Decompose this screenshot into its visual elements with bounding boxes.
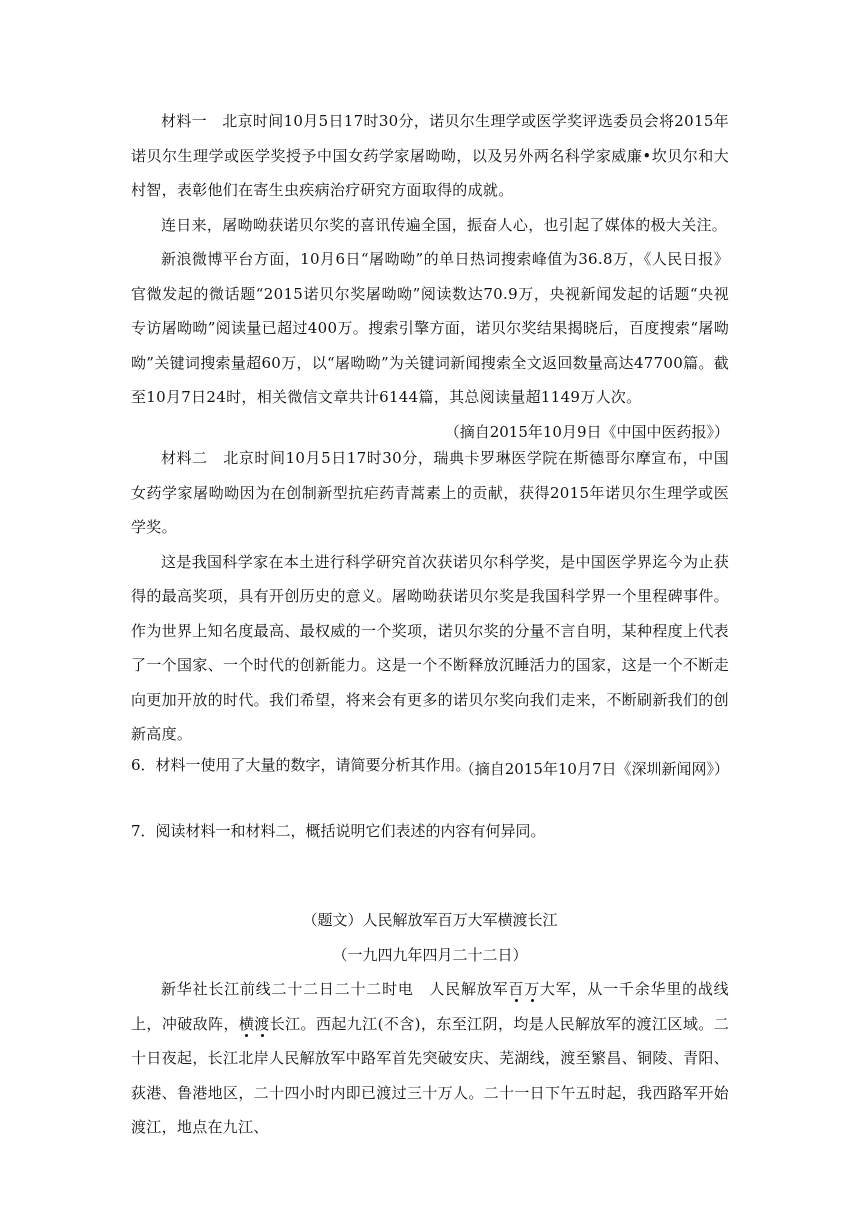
- material-one-paragraph-2: 连日来，屠呦呦获诺贝尔奖的喜讯传遍全国，振奋人心，也引起了媒体的极大关注。: [161, 215, 728, 234]
- material-two-paragraph-2: 这是我国科学家在本土进行科学研究首次获诺贝尔科学奖，是中国医学界迄今为止获得的最高奖项，具有开创历史的意义。屠呦呦获诺贝尔奖是我国科学界一个里程碑事件。作为世界上知名度最高、最权威的一个奖项，诺贝尔奖的分量不言自明，某种程度上代表了一个国家、一个时代的创新能力。这是一个不断释放沉睡活力的国家，这是一个不断走向更加开放的时代。我们希望，将来会有更多的诺贝尔奖向我们走来，不断刷新我们的创新高度。: [131, 552, 729, 743]
- emphasis-char-4: 渡: [254, 1014, 270, 1033]
- article-body-part-b: 大军，从一千余华里的战线上，冲破敌阵，: [131, 980, 729, 1033]
- article-date: （一九四九年四月二十二日）: [332, 945, 528, 964]
- question-6: [131, 748, 729, 783]
- material-one-paragraph-3: 新浪微博平台方面，10月6日“屠呦呦”的单日热词搜索峰值为36.8万，《人民日报》官微发起的微话题“2015诺贝尔奖屠呦呦”阅读数达70.9万，央视新闻发起的话题“央视专访屠呦呦”阅读量已超过400万。搜索引擎方面，诺贝尔奖结果揭晓后，百度搜索“屠呦呦”关键词搜索量超60万，以“屠呦呦”为关键词新闻搜索全文返回数量高达47700篇。截至10月7日24时，相关微信文章共计6144篇，其总阅读量超1149万人次。: [131, 250, 729, 406]
- material-two-source: （摘自2015年10月7日《深圳新闻网》）: [459, 759, 729, 778]
- emphasis-char-2: 万: [524, 980, 540, 998]
- article: [131, 903, 729, 1145]
- question-7: [131, 814, 729, 849]
- emphasis-char-1: 百: [508, 980, 525, 998]
- article-body: [131, 972, 729, 1145]
- emphasis-char-3: 横: [238, 1014, 255, 1033]
- question-7-text: 7．阅读材料一和材料二，概括说明它们表述的内容有何异同。: [131, 822, 546, 840]
- material-one-source: （摘自2015年10月9日《中国中医药报》）: [444, 422, 729, 441]
- material-one: [131, 104, 729, 449]
- question-6-text: 6．材料一使用了大量的数字，请简要分析其作用。: [131, 756, 471, 774]
- material-two: [131, 441, 729, 786]
- article-body-part-a: 新华社长江前线二十二日二十二时电 人民解放军: [161, 980, 509, 998]
- article-body-part-c: 长江。西起九江(不含)，东至江阴，均是人民解放军的渡江区域。二十日夜起，长江北岸人民解放军中路军首先突破安庆、芜湖线，渡至繁昌、铜陵、青阳、荻港、鲁港地区，二十四小时内即已渡过三十万人。二十一日下午五时起，我西路军开始渡江，地点在九江、: [131, 1014, 729, 1136]
- article-title: （题文）人民解放军百万大军横渡长江: [302, 911, 558, 929]
- material-one-paragraph-1: 材料一 北京时间10月5日17时30分，诺贝尔生理学或医学奖评选委员会将2015年诺贝尔生理学或医学奖授予中国女药学家屠呦呦，以及另外两名科学家威廉•坎贝尔和大村智，表彰他们在寄生虫疾病治疗研究方面取得的成就。: [131, 112, 729, 199]
- material-two-paragraph-1: 材料二 北京时间10月5日17时30分，瑞典卡罗琳医学院在斯德哥尔摩宣布，中国女药学家屠呦呦因为在创制新型抗疟药青蒿素上的贡献，获得2015年诺贝尔生理学或医学奖。: [131, 449, 729, 536]
